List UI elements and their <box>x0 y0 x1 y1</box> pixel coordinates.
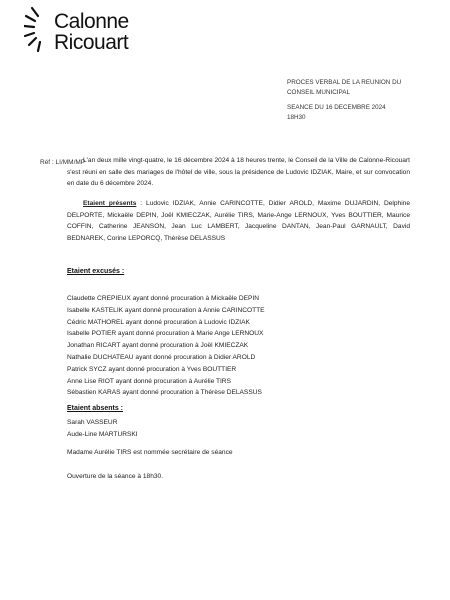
city-logo <box>24 6 134 54</box>
list-item: Isabelle KASTELIK ayant donné procuration à Annie CARINCOTTE <box>67 306 265 314</box>
present-separator: : <box>136 200 147 207</box>
logo-text-line2: Ricouart <box>54 31 129 54</box>
list-item: Sarah VASSEUR <box>67 419 118 426</box>
list-item: Anne Lise RIOT ayant donné procuration à Aurélie TIRS <box>67 377 231 385</box>
session-date: SEANCE DU 16 DECEMBRE 2024 <box>287 104 386 111</box>
list-item: Aude-Line MARTURSKI <box>67 430 138 438</box>
present-label: Etaient présents <box>83 200 137 207</box>
list-item: Patrick SYCZ ayant donné procuration à Yves BOUTTIER <box>67 365 237 373</box>
list-item: Claudette CREPIEUX ayant donné procuration à Mickaële DEPIN <box>67 295 260 302</box>
intro-text: L'an deux mille vingt-quatre, le 16 décembre 2024 à 18 heures trente, le Conseil de la Ville de Calonne-Ricouart s'est réuni en salle des mariages de l'hôtel de ville, sous la présidence de Ludovic IDZIAK, Maire, et sur convocation en date du 6 décembre 2024. <box>67 157 410 188</box>
present-names: Ludovic IDZIAK, Annie CARINCOTTE, Didier AROLD, Maxime DUJARDIN, Delphine DELPORTE, Mickaële DEPIN, Joël KMIECZAK, Aurélie TIRS, Marie-Ange LERNOUX, Yves BOUTTIER, Maurice COFFIN, Catherine JEANSON, Jean Luc LAMBERT, Jacqueline DANTAN, Jean-Paul GARNAULT, David BEDNAREK, Corine LEPORCQ, Thérèse DELASSUS <box>67 200 410 242</box>
list-item: Isabelle POTIER ayant donné procuration à Marie Ange LERNOUX <box>67 330 264 338</box>
list-item: Jonathan RICART ayant donné procuration à Joël KMIECZAK <box>67 342 249 350</box>
document-title <box>287 78 437 98</box>
document-header <box>287 78 437 128</box>
excused-heading: Etaient excusés : <box>67 268 125 275</box>
list-item: Cédric MATHOREL ayant donné procuration à Ludovic IDZIAK <box>67 318 250 326</box>
absent-heading: Etaient absents : <box>67 405 124 412</box>
opening-statement: Ouverture de la séance à 18h30. <box>67 473 164 480</box>
absent-list <box>67 417 138 441</box>
title-line: PROCES VERBAL DE LA REUNION DU <box>287 79 402 86</box>
title-line: CONSEIL MUNICIPAL <box>287 89 350 96</box>
secretary-statement: Madame Aurélie TIRS est nommée secrétaire de séance <box>67 449 233 456</box>
session-info <box>287 103 437 123</box>
list-item: Nathalie DUCHATEAU ayant donné procuration à Didier AROLD <box>67 353 256 361</box>
present-paragraph <box>67 198 410 244</box>
reference-line: Réf : LI/MM/MP <box>40 159 86 166</box>
sun-rays-icon <box>24 6 56 54</box>
logo-text-line1: Calonne <box>54 10 129 33</box>
list-item: Sébastien KARAS ayant donné procuration à Thérèse DELASSUS <box>67 389 262 397</box>
intro-paragraph <box>67 155 410 190</box>
session-time: 18H30 <box>287 114 306 121</box>
excused-list <box>67 293 265 399</box>
